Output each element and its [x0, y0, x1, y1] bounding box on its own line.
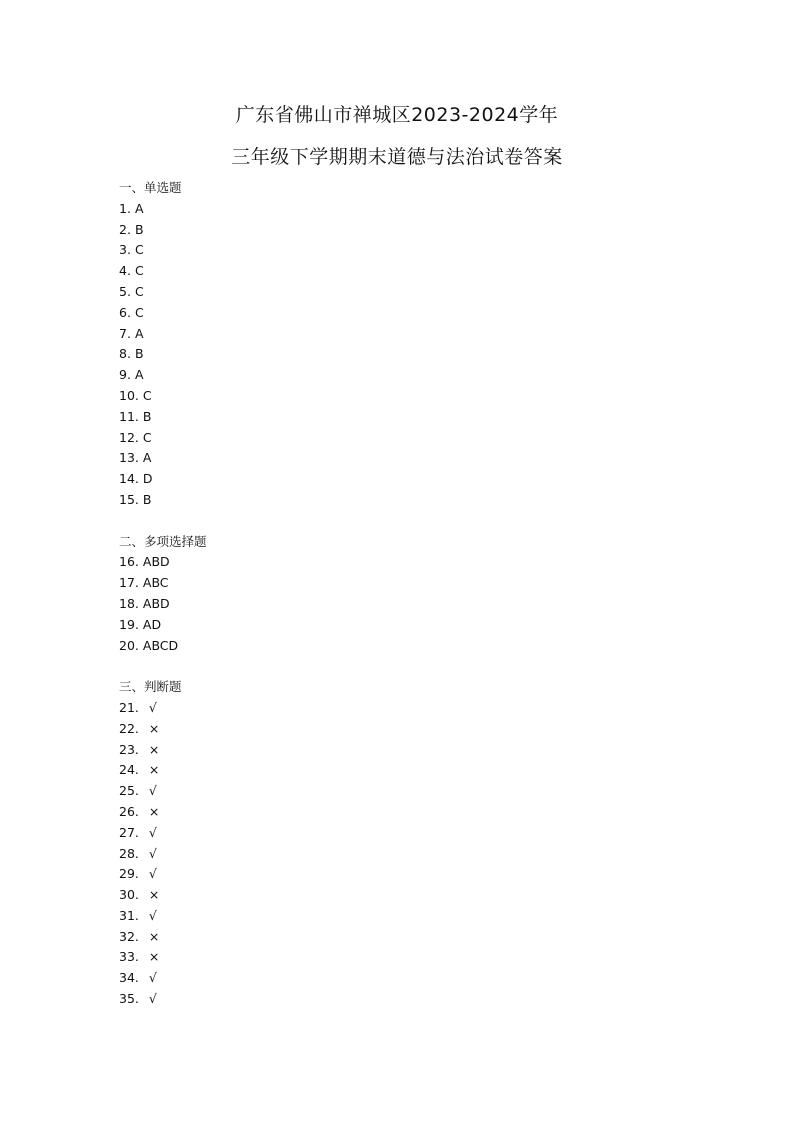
- question-number: 32.: [119, 928, 139, 944]
- question-number: 21.: [119, 699, 139, 715]
- question-number: 31.: [119, 907, 139, 923]
- answer-value: ABC: [142, 575, 169, 591]
- question-number: 7.: [119, 325, 131, 341]
- question-number: 19.: [119, 616, 139, 632]
- answer-row: [119, 303, 719, 324]
- section-heading-multiple-choice: 二、多项选择题: [119, 533, 207, 549]
- answer-row: [119, 469, 719, 490]
- answer-value: ×: [148, 928, 160, 944]
- question-number: 30.: [119, 887, 139, 903]
- answer-value: A: [142, 450, 152, 466]
- document-title-line-1: 广东省佛山市禅城区2023-2024学年: [235, 104, 559, 126]
- answer-row: [119, 615, 719, 636]
- section-spacer: [119, 656, 719, 677]
- question-number: 6.: [119, 304, 131, 320]
- question-number: 18.: [119, 595, 139, 611]
- answer-row: [119, 552, 719, 573]
- answer-row: [119, 490, 719, 511]
- answer-row: [119, 282, 719, 303]
- question-number: 27.: [119, 824, 139, 840]
- answer-value: √: [148, 866, 157, 882]
- answer-value: C: [142, 429, 152, 445]
- answer-row: [119, 324, 719, 345]
- answer-value: A: [134, 325, 144, 341]
- question-number: 22.: [119, 720, 139, 736]
- answer-value: C: [134, 304, 144, 320]
- answer-row: [119, 448, 719, 469]
- question-number: 5.: [119, 283, 131, 299]
- section-heading-single-choice: 一、单选题: [119, 180, 182, 195]
- question-number: 10.: [119, 387, 139, 403]
- answer-row: [119, 864, 719, 885]
- question-number: 13.: [119, 450, 139, 466]
- section-heading-true-false: 三、判断题: [119, 679, 182, 695]
- question-number: 12.: [119, 429, 139, 445]
- section-spacer: [119, 511, 719, 532]
- answer-row: [119, 719, 719, 740]
- answer-value: B: [142, 408, 152, 424]
- answer-value: C: [134, 242, 144, 258]
- question-number: 33.: [119, 949, 139, 965]
- answer-value: ABD: [142, 595, 170, 611]
- answer-row: [119, 594, 719, 615]
- answer-value: ABCD: [142, 637, 179, 653]
- question-number: 8.: [119, 346, 131, 362]
- answer-value: B: [134, 221, 144, 237]
- question-number: 11.: [119, 408, 139, 424]
- answer-row: [119, 365, 719, 386]
- question-number: 14.: [119, 471, 139, 487]
- answer-row: [119, 885, 719, 906]
- answer-value: √: [148, 970, 157, 986]
- question-number: 25.: [119, 783, 139, 799]
- question-number: 29.: [119, 866, 139, 882]
- answer-value: √: [148, 991, 157, 1007]
- answer-row: [119, 781, 719, 802]
- answer-value: ×: [148, 887, 160, 903]
- question-number: 23.: [119, 741, 139, 757]
- answer-value: A: [134, 200, 144, 216]
- answer-row: [119, 199, 719, 220]
- answer-value: ×: [148, 720, 160, 736]
- answer-value: ×: [148, 762, 160, 778]
- answer-value: √: [148, 824, 157, 840]
- answer-value: B: [142, 491, 152, 507]
- answer-value: A: [134, 367, 144, 383]
- question-number: 3.: [119, 242, 131, 258]
- answer-row: [119, 261, 719, 282]
- answer-row: [119, 989, 719, 1010]
- question-number: 9.: [119, 367, 131, 383]
- answer-value: D: [142, 471, 153, 487]
- answer-row: [119, 906, 719, 927]
- answer-row: [119, 947, 719, 968]
- answer-value: ×: [148, 803, 160, 819]
- answer-row: [119, 740, 719, 761]
- question-number: 15.: [119, 491, 139, 507]
- answer-content: [119, 178, 719, 1010]
- answer-value: ×: [148, 741, 160, 757]
- answer-row: [119, 386, 719, 407]
- document-title-line-2: 三年级下学期期末道德与法治试卷答案: [231, 146, 563, 168]
- answer-row: [119, 220, 719, 241]
- answer-value: ×: [148, 949, 160, 965]
- answer-row: [119, 636, 719, 657]
- answer-value: √: [148, 699, 157, 715]
- question-number: 35.: [119, 991, 139, 1007]
- question-number: 4.: [119, 263, 131, 279]
- answer-row: [119, 927, 719, 948]
- question-number: 28.: [119, 845, 139, 861]
- question-number: 1.: [119, 200, 131, 216]
- question-number: 26.: [119, 803, 139, 819]
- answer-row: [119, 844, 719, 865]
- answer-row: [119, 823, 719, 844]
- question-number: 2.: [119, 221, 131, 237]
- answer-value: C: [134, 263, 144, 279]
- answer-value: B: [134, 346, 144, 362]
- answer-row: [119, 428, 719, 449]
- answer-value: √: [148, 783, 157, 799]
- answer-row: [119, 760, 719, 781]
- answer-value: ABD: [142, 554, 170, 570]
- answer-value: AD: [142, 616, 162, 632]
- answer-row: [119, 698, 719, 719]
- answer-row: [119, 968, 719, 989]
- answer-value: √: [148, 845, 157, 861]
- answer-row: [119, 573, 719, 594]
- answer-row: [119, 344, 719, 365]
- question-number: 34.: [119, 970, 139, 986]
- question-number: 17.: [119, 575, 139, 591]
- answer-row: [119, 802, 719, 823]
- answer-value: C: [142, 387, 152, 403]
- question-number: 20.: [119, 637, 139, 653]
- answer-row: [119, 240, 719, 261]
- answer-value: √: [148, 907, 157, 923]
- question-number: 24.: [119, 762, 139, 778]
- answer-row: [119, 407, 719, 428]
- answer-value: C: [134, 283, 144, 299]
- question-number: 16.: [119, 554, 139, 570]
